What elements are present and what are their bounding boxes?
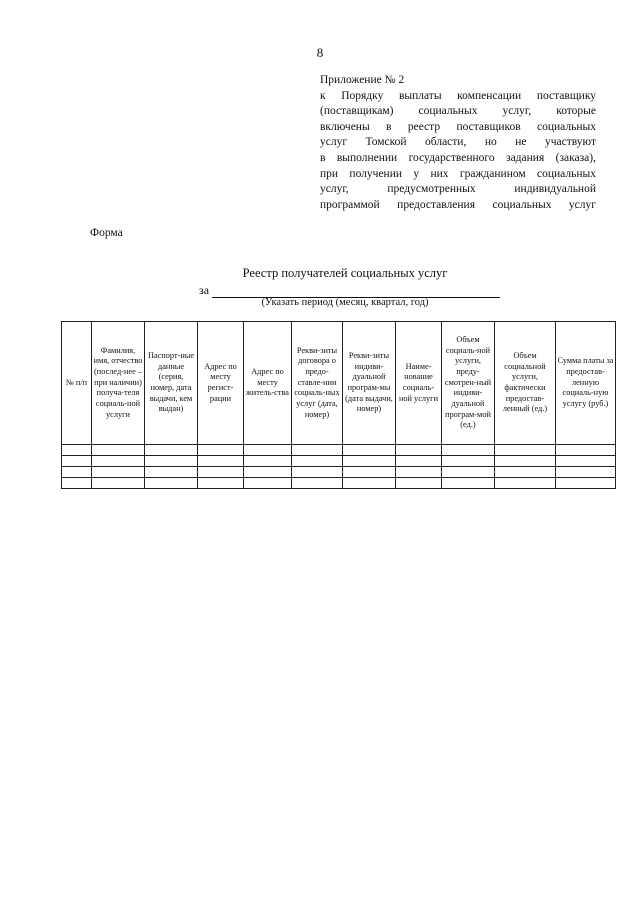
appendix-line: услуг Томской области, но не участвуют: [320, 136, 596, 149]
appendix-line: программой предоставления социальных услуг: [320, 198, 596, 211]
table-cell[interactable]: [62, 456, 92, 467]
table-cell[interactable]: [495, 456, 556, 467]
column-header: Адрес по месту житель-ства: [244, 322, 292, 445]
table-cell[interactable]: [92, 467, 145, 478]
appendix-line: услуг, предусмотренных индивидуальной: [320, 183, 596, 196]
table-header-row: [62, 322, 616, 445]
table-cell[interactable]: [145, 478, 198, 489]
table-cell[interactable]: [244, 467, 292, 478]
table-cell[interactable]: [556, 478, 616, 489]
table-cell[interactable]: [442, 445, 495, 456]
table-cell[interactable]: [244, 478, 292, 489]
table-cell[interactable]: [495, 478, 556, 489]
table-cell[interactable]: [495, 445, 556, 456]
appendix-line: (поставщикам) социальных услуг, которые: [320, 105, 596, 118]
period-hint: (Указать период (месяц, квартал, год): [261, 297, 429, 308]
column-header: Объем социальной услуги, фактически предостав-ленный (ед.): [495, 322, 556, 445]
page-number: 8: [316, 45, 324, 60]
registry-table: [61, 321, 616, 489]
table-cell[interactable]: [556, 445, 616, 456]
table-cell[interactable]: [442, 467, 495, 478]
table-row: [62, 478, 616, 489]
table-cell[interactable]: [556, 456, 616, 467]
period-row: [199, 283, 500, 298]
table-cell[interactable]: [198, 445, 244, 456]
table-cell[interactable]: [442, 456, 495, 467]
table-cell[interactable]: [198, 467, 244, 478]
appendix-line: Приложение № 2: [320, 74, 405, 86]
appendix-line: к Порядку выплаты компенсации поставщику: [320, 89, 596, 102]
table-cell[interactable]: [292, 445, 343, 456]
table-cell[interactable]: [292, 467, 343, 478]
column-header: Объем социаль-ной услуги, преду-смотрен-ный индиви-дуальной програм-мой (ед.): [442, 322, 495, 445]
table-cell[interactable]: [244, 445, 292, 456]
table-row: [62, 467, 616, 478]
table-cell[interactable]: [292, 478, 343, 489]
table-cell[interactable]: [442, 478, 495, 489]
table-row: [62, 456, 616, 467]
table-cell[interactable]: [343, 467, 396, 478]
column-header: Адрес по месту регист-рации: [198, 322, 244, 445]
table-row: [62, 445, 616, 456]
table-cell[interactable]: [92, 478, 145, 489]
table-cell[interactable]: [198, 456, 244, 467]
table-cell[interactable]: [92, 456, 145, 467]
column-header: № п/п: [62, 322, 92, 445]
form-label: Форма: [90, 227, 123, 239]
table-cell[interactable]: [343, 445, 396, 456]
table-cell[interactable]: [145, 456, 198, 467]
table-cell[interactable]: [343, 456, 396, 467]
table-cell[interactable]: [396, 478, 442, 489]
table-cell[interactable]: [62, 478, 92, 489]
appendix-line: при получении у них гражданином социальных: [320, 167, 596, 180]
table-cell[interactable]: [62, 467, 92, 478]
registry-title: Реестр получателей социальных услуг: [242, 266, 448, 280]
table-cell[interactable]: [145, 445, 198, 456]
table-cell[interactable]: [343, 478, 396, 489]
appendix-line: включены в реестр поставщиков социальных: [320, 120, 596, 133]
table-cell[interactable]: [396, 456, 442, 467]
period-prefix: за: [199, 283, 210, 297]
table-cell[interactable]: [292, 456, 343, 467]
table-cell[interactable]: [396, 467, 442, 478]
table-cell[interactable]: [396, 445, 442, 456]
column-header: Рекви-зиты договора о предо-ставле-нии социаль-ных услуг (дата, номер): [292, 322, 343, 445]
table-cell[interactable]: [556, 467, 616, 478]
table-cell[interactable]: [145, 467, 198, 478]
column-header: Сумма платы за предостав-ленную социаль-ную услугу (руб.): [556, 322, 616, 445]
appendix-line: в выполнении государственного задания (заказа),: [320, 151, 596, 164]
table-cell[interactable]: [495, 467, 556, 478]
column-header: Паспорт-ные данные (серия, номер, дата выдачи, кем выдан): [145, 322, 198, 445]
table-cell[interactable]: [244, 456, 292, 467]
table-cell[interactable]: [92, 445, 145, 456]
column-header: Наиме-нование социаль-ной услуги: [396, 322, 442, 445]
table-cell[interactable]: [62, 445, 92, 456]
appendix-header: [320, 73, 596, 213]
table-cell[interactable]: [198, 478, 244, 489]
column-header: Фамилия, имя, отчество (послед-нее – при наличии) получа-теля социаль-ной услуги: [92, 322, 145, 445]
column-header: Рекви-зиты индиви-дуальной програм-мы (дата выдачи, номер): [343, 322, 396, 445]
